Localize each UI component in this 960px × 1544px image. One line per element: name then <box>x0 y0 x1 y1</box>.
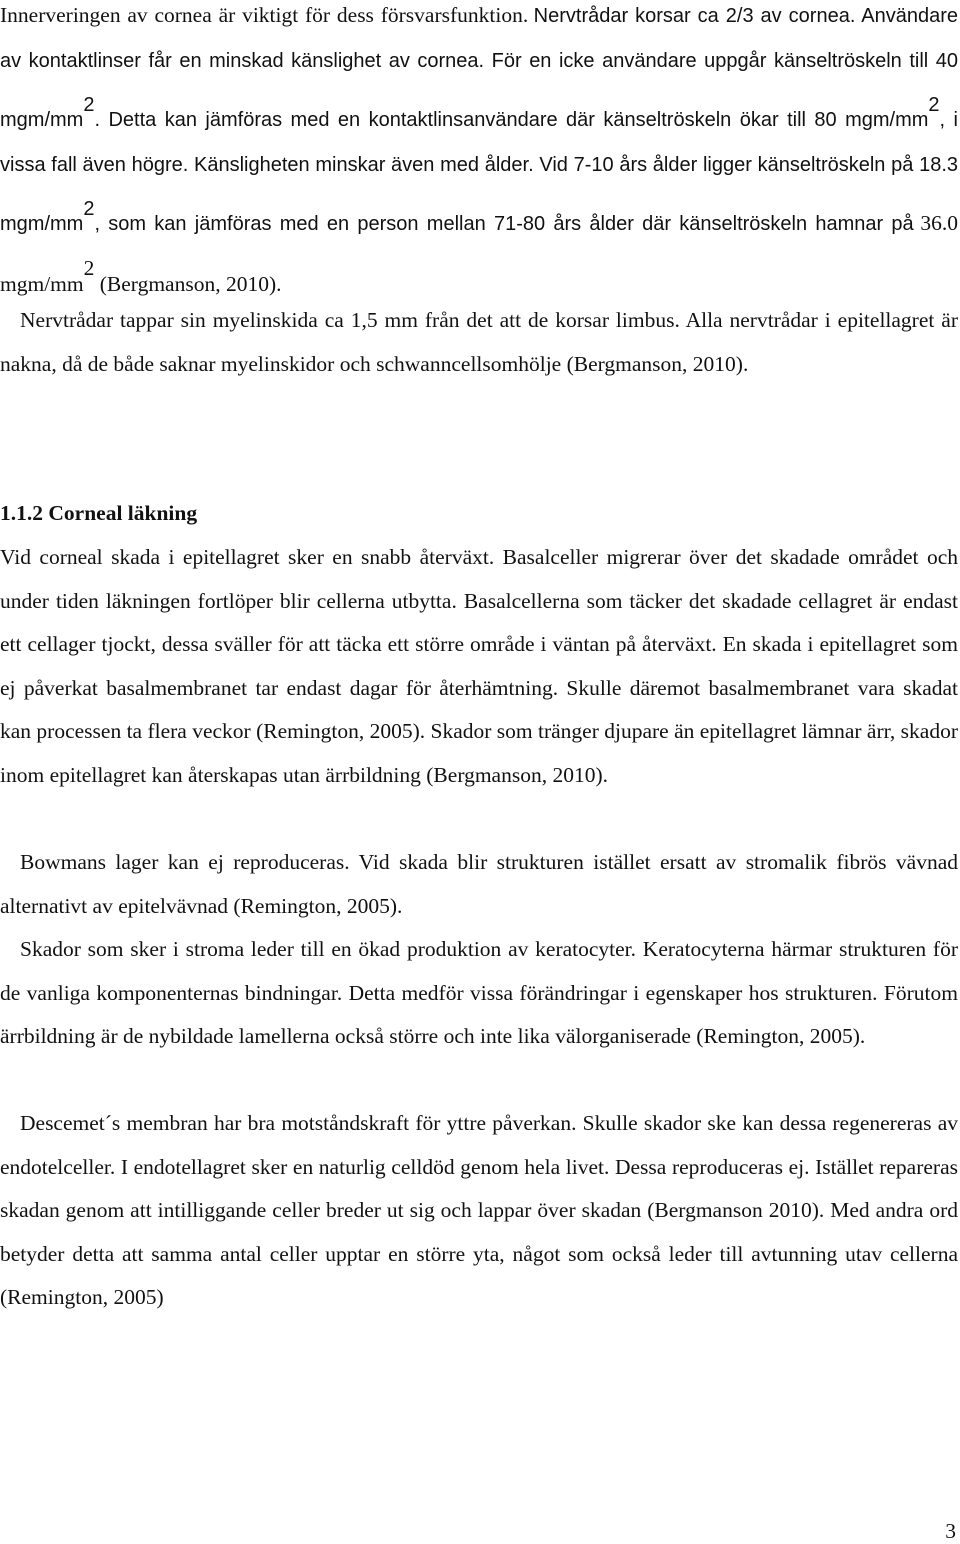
superscript: 2 <box>928 94 940 116</box>
text-run-sans: Nervtrådar korsar ca 2/3 av cornea. Användare av kontaktlinser får en minskad känslighet av cornea. För en icke användare uppgår känseltröskeln till 40 mgm/mm <box>0 5 958 131</box>
superscript: 2 <box>83 255 95 280</box>
paragraph-stroma: Skador som sker i stroma leder till en ökad produktion av keratocyter. Keratocyterna härmar strukturen för de vanliga komponenternas bindningar. Detta medför vissa förändringar i egenskaper hos strukturen. Förutom ärrbildning är de nybildade lamellerna också större och inte lika välorganiserade (Remington, 2005). <box>0 937 958 1048</box>
paragraph-myelin: Nervtrådar tappar sin myelinskida ca 1,5 mm från det att de korsar limbus. Alla nervtrådar i epitellagret är nakna, då de både saknar myelinskidor och schwanncellsomhölje (Bergmanson, 2010). <box>0 308 958 376</box>
section-heading: 1.1.2 Corneal läkning <box>0 501 198 525</box>
paragraph-descemet: Descemet´s membran har bra motståndskraft för yttre påverkan. Skulle skador ske kan dessa regenereras av endotelceller. I endotellagret sker en naturlig celldöd genom hela livet. Dessa reproduceras ej. Istället repareras skadan genom att intilliggande celler breder ut sig och lappar över skadan (Bergmanson 2010). Med andra ord betyder detta att samma antal celler upptar en större yta, något som också leder till avtunning utav cellerna (Remington, 2005) <box>0 1111 958 1309</box>
text-run-sans: . Detta kan jämföras med en kontaktlinsanvändare där känseltröskeln ökar till 80 mgm/mm <box>94 109 929 131</box>
paragraph-epithelial-healing: Vid corneal skada i epitellagret sker en snabb återväxt. Basalceller migrerar över det skadade området och under tiden läkningen fortlöper blir cellerna utbytta. Basalcellerna som täcker det skadade cellagret är endast ett cellager tjockt, dessa sväller för att täcka ett större område i väntan på återväxt. En skada i epitellagret som ej påverkat basalmembranet tar endast dagar för återhämtning. Skulle däremot basalmembranet vara skadat kan processen ta flera veckor (Remington, 2005). Skador som tränger djupare än epitellagret lämnar ärr, skador inom epitellagret kan återskapas utan ärrbildning (Bergmanson, 2010). <box>0 545 958 787</box>
text-run-serif: 36.0 mgm/mm <box>0 211 958 296</box>
text-run-sans: , som kan jämföras med en person mellan 71-80 års ålder där känseltröskeln hamnar på <box>94 213 914 235</box>
text-run-serif: (Bergmanson, 2010). <box>94 271 282 296</box>
paragraph-bowman: Bowmans lager kan ej reproduceras. Vid skada blir strukturen istället ersatt av stromalik fibrös vävnad alternativt av epitelvävnad (Remington, 2005). <box>0 850 958 918</box>
text-run-serif: Innerveringen av cornea är viktigt för dess försvarsfunktion. <box>0 3 529 27</box>
paragraph-cornea-innervation <box>0 0 958 306</box>
superscript: 2 <box>83 94 95 116</box>
text-run-sans: , i vissa fall även högre. Känsligheten minskar även med ålder. Vid 7-10 års ålder ligger känseltröskeln på 18.3 mgm/mm <box>0 109 958 235</box>
page-number: 3 <box>945 1519 956 1543</box>
superscript: 2 <box>83 198 95 220</box>
